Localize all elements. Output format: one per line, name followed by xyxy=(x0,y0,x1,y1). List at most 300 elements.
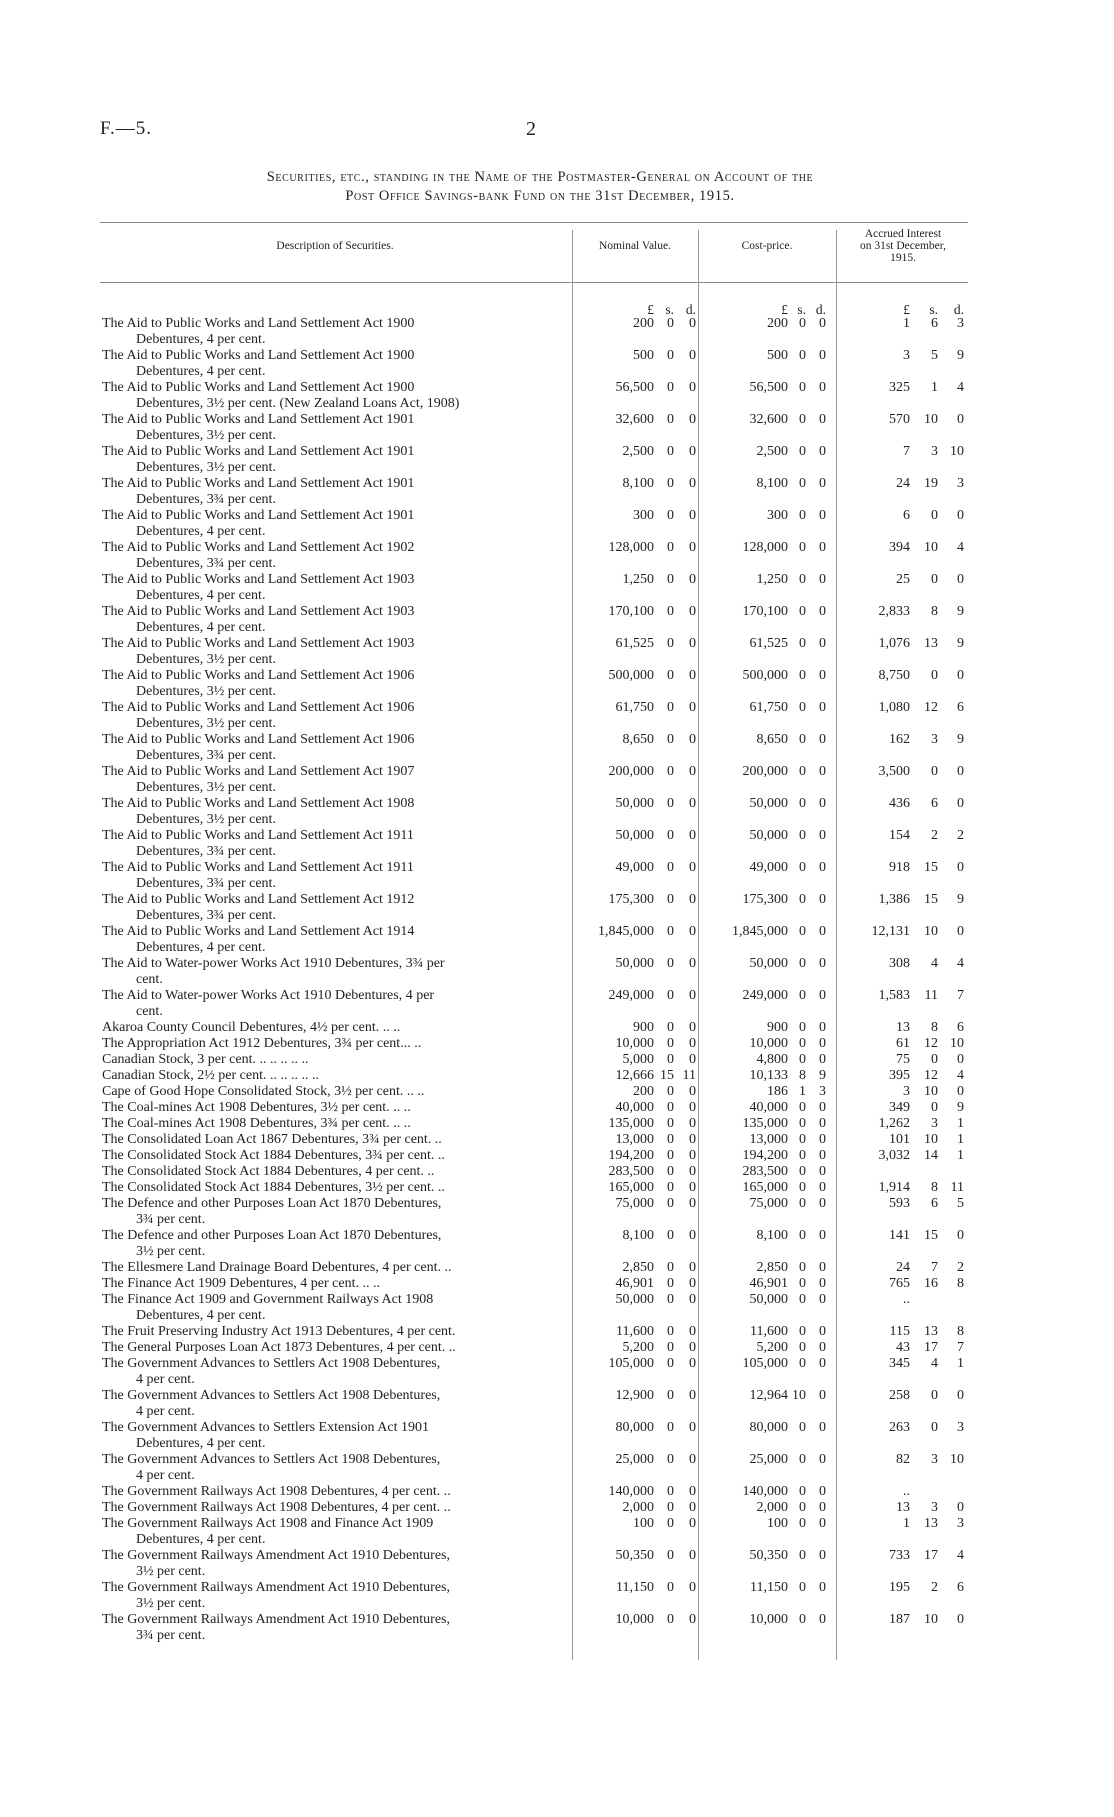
description-line-1: The Aid to Public Works and Land Settlement Act 1901 xyxy=(102,508,415,523)
nominal-shillings: 15 xyxy=(660,1068,674,1083)
interest-pounds: 24 xyxy=(896,1260,910,1275)
interest-shillings: 6 xyxy=(931,796,938,811)
cost-pounds: 1,250 xyxy=(756,572,788,587)
cost-pounds: 10,133 xyxy=(749,1068,788,1083)
cost-pence: 0 xyxy=(819,1484,826,1499)
interest-pounds: 24 xyxy=(896,476,910,491)
nominal-pence: 0 xyxy=(689,860,696,875)
interest-shillings: 3 xyxy=(931,444,938,459)
interest-pence: 6 xyxy=(957,1580,964,1595)
interest-pounds: .. xyxy=(903,1484,910,1499)
cost-shillings: 0 xyxy=(799,636,806,651)
interest-pence: 9 xyxy=(957,892,964,907)
header-rule xyxy=(100,282,968,283)
interest-shillings: 3 xyxy=(931,1500,938,1515)
nominal-shillings: 0 xyxy=(667,412,674,427)
cost-pence: 0 xyxy=(819,1036,826,1051)
cost-pence: 0 xyxy=(819,476,826,491)
interest-pounds: 1,583 xyxy=(878,988,910,1003)
unit-shilling: s. xyxy=(929,302,938,317)
cost-pence: 0 xyxy=(819,604,826,619)
interest-pounds: 187 xyxy=(889,1612,910,1627)
cost-pence: 0 xyxy=(819,508,826,523)
interest-shillings: 13 xyxy=(924,1324,938,1339)
description-line-2: 4 per cent. xyxy=(136,1404,195,1419)
table-row xyxy=(0,1580,1114,1612)
page-number: 2 xyxy=(526,118,536,140)
nominal-pence: 0 xyxy=(689,892,696,907)
cost-shillings: 0 xyxy=(799,1580,806,1595)
interest-pounds: 141 xyxy=(889,1228,910,1243)
nominal-pence: 0 xyxy=(689,1100,696,1115)
table-row xyxy=(0,1276,1114,1292)
table-row xyxy=(0,412,1114,444)
nominal-pounds: 165,000 xyxy=(608,1180,654,1195)
description-line-1: The Consolidated Stock Act 1884 Debentures, 3¾ per cent. .. xyxy=(102,1148,445,1163)
security-description xyxy=(102,1132,570,1148)
cost-pence: 0 xyxy=(819,1452,826,1467)
cost-shillings: 0 xyxy=(799,924,806,939)
interest-pence: 4 xyxy=(957,380,964,395)
nominal-pence: 11 xyxy=(682,1068,696,1083)
cost-shillings: 0 xyxy=(799,444,806,459)
interest-pounds: 3,500 xyxy=(878,764,910,779)
security-description xyxy=(102,508,570,540)
description-line-1: The Government Advances to Settlers Act 1908 Debentures, xyxy=(102,1356,441,1371)
interest-shillings: 3 xyxy=(931,732,938,747)
security-description xyxy=(102,1276,570,1292)
nominal-pounds: 170,100 xyxy=(608,604,654,619)
interest-pounds: 436 xyxy=(889,796,910,811)
table-row xyxy=(0,380,1114,412)
description-line-1: The Aid to Public Works and Land Settlement Act 1911 xyxy=(102,860,414,875)
nominal-pence: 0 xyxy=(689,1164,696,1179)
table-row xyxy=(0,1324,1114,1340)
cost-shillings: 0 xyxy=(799,1116,806,1131)
description-line-1: The Consolidated Loan Act 1867 Debentures, 3¾ per cent. .. xyxy=(102,1132,442,1147)
nominal-shillings: 0 xyxy=(667,1356,674,1371)
interest-shillings: 12 xyxy=(924,1036,938,1051)
table-row xyxy=(0,1052,1114,1068)
description-line-2: Debentures, 3¾ per cent. xyxy=(136,908,276,923)
security-description xyxy=(102,796,570,828)
nominal-pence: 0 xyxy=(689,1036,696,1051)
cost-shillings: 0 xyxy=(799,1548,806,1563)
security-description xyxy=(102,700,570,732)
nominal-pence: 0 xyxy=(689,412,696,427)
description-line-1: The Government Railways Act 1908 Debentures, 4 per cent. .. xyxy=(102,1484,451,1499)
description-line-1: The Fruit Preserving Industry Act 1913 Debentures, 4 per cent. xyxy=(102,1324,456,1339)
interest-shillings: 2 xyxy=(931,1580,938,1595)
nominal-pence: 0 xyxy=(689,764,696,779)
cost-pence: 0 xyxy=(819,1420,826,1435)
nominal-pounds: 11,150 xyxy=(616,1580,654,1595)
nominal-pence: 0 xyxy=(689,1276,696,1291)
nominal-pounds: 10,000 xyxy=(615,1036,654,1051)
interest-shillings: 0 xyxy=(931,572,938,587)
interest-pounds: 13 xyxy=(896,1500,910,1515)
nominal-pounds: 100 xyxy=(633,1516,654,1531)
nominal-pounds: 128,000 xyxy=(608,540,654,555)
page-title xyxy=(100,168,980,206)
security-description xyxy=(102,1196,570,1228)
nominal-pounds: 300 xyxy=(633,508,654,523)
nominal-shillings: 0 xyxy=(667,956,674,971)
cost-shillings: 1 xyxy=(799,1084,806,1099)
nominal-pence: 0 xyxy=(689,540,696,555)
security-description xyxy=(102,1452,570,1484)
nominal-shillings: 0 xyxy=(667,924,674,939)
description-line-1: The Aid to Public Works and Land Settlement Act 1908 xyxy=(102,796,415,811)
interest-shillings: 0 xyxy=(931,1100,938,1115)
interest-pence: 9 xyxy=(957,604,964,619)
nominal-shillings: 0 xyxy=(667,636,674,651)
security-description xyxy=(102,1164,570,1180)
nominal-pence: 0 xyxy=(689,444,696,459)
cost-shillings: 0 xyxy=(799,412,806,427)
nominal-pence: 0 xyxy=(689,796,696,811)
description-line-2: Debentures, 4 per cent. xyxy=(136,1308,266,1323)
description-line-1: The Aid to Public Works and Land Settlement Act 1911 xyxy=(102,828,414,843)
security-description xyxy=(102,604,570,636)
interest-shillings: 12 xyxy=(924,700,938,715)
cost-shillings: 0 xyxy=(799,1036,806,1051)
interest-pounds: 8,750 xyxy=(878,668,910,683)
cost-pounds: 105,000 xyxy=(742,1356,788,1371)
interest-pence: 7 xyxy=(957,1340,964,1355)
table-row xyxy=(0,956,1114,988)
nominal-shillings: 0 xyxy=(667,316,674,331)
nominal-shillings: 0 xyxy=(667,348,674,363)
unit-pound: £ xyxy=(781,302,788,317)
cost-shillings: 0 xyxy=(799,1100,806,1115)
description-line-2: Debentures, 3½ per cent. xyxy=(136,652,276,667)
cost-shillings: 0 xyxy=(799,1612,806,1627)
units-row xyxy=(0,302,1114,316)
nominal-pounds: 50,000 xyxy=(615,796,654,811)
cost-pence: 0 xyxy=(819,1164,826,1179)
security-description xyxy=(102,1516,570,1548)
cost-pounds: 11,150 xyxy=(750,1580,788,1595)
cost-pounds: 2,850 xyxy=(756,1260,788,1275)
interest-shillings: 13 xyxy=(924,1516,938,1531)
cost-pence: 0 xyxy=(819,636,826,651)
security-description xyxy=(102,1052,570,1068)
interest-pounds: 3,032 xyxy=(878,1148,910,1163)
nominal-pence: 0 xyxy=(689,316,696,331)
cost-shillings: 0 xyxy=(799,1516,806,1531)
nominal-shillings: 0 xyxy=(667,1580,674,1595)
cost-shillings: 0 xyxy=(799,956,806,971)
cost-pounds: 32,600 xyxy=(749,412,788,427)
interest-pounds: 3 xyxy=(903,1084,910,1099)
nominal-pence: 0 xyxy=(689,508,696,523)
cost-pence: 0 xyxy=(819,1260,826,1275)
nominal-pounds: 5,200 xyxy=(622,1340,654,1355)
security-description xyxy=(102,1500,570,1516)
nominal-shillings: 0 xyxy=(667,1132,674,1147)
cost-shillings: 0 xyxy=(799,508,806,523)
nominal-pounds: 32,600 xyxy=(615,412,654,427)
cost-shillings: 0 xyxy=(799,668,806,683)
cost-pounds: 25,000 xyxy=(749,1452,788,1467)
interest-shillings: 17 xyxy=(924,1548,938,1563)
cost-pounds: 500,000 xyxy=(742,668,788,683)
description-line-1: Cape of Good Hope Consolidated Stock, 3½ per cent. .. .. xyxy=(102,1084,425,1099)
interest-pounds: 765 xyxy=(889,1276,910,1291)
description-line-1: The Aid to Water-power Works Act 1910 Debentures, 4 per xyxy=(102,988,435,1003)
interest-pence: 9 xyxy=(957,636,964,651)
table-row xyxy=(0,1516,1114,1548)
interest-pence: 3 xyxy=(957,476,964,491)
cost-pence: 0 xyxy=(819,860,826,875)
nominal-pence: 0 xyxy=(689,1324,696,1339)
cost-shillings: 0 xyxy=(799,1292,806,1307)
description-line-2: Debentures, 4 per cent. xyxy=(136,332,266,347)
cost-pounds: 61,750 xyxy=(749,700,788,715)
nominal-shillings: 0 xyxy=(667,476,674,491)
security-description xyxy=(102,764,570,796)
interest-shillings: 10 xyxy=(924,1084,938,1099)
cost-shillings: 0 xyxy=(799,1148,806,1163)
cost-pence: 0 xyxy=(819,540,826,555)
description-line-1: The Appropriation Act 1912 Debentures, 3¾ per cent... .. xyxy=(102,1036,422,1051)
cost-pounds: 135,000 xyxy=(742,1116,788,1131)
cost-shillings: 0 xyxy=(799,348,806,363)
cost-shillings: 0 xyxy=(799,316,806,331)
cost-pence: 0 xyxy=(819,316,826,331)
nominal-pounds: 25,000 xyxy=(615,1452,654,1467)
table-row xyxy=(0,1132,1114,1148)
cost-pounds: 40,000 xyxy=(749,1100,788,1115)
cost-pence: 0 xyxy=(819,1196,826,1211)
nominal-shillings: 0 xyxy=(667,1500,674,1515)
interest-shillings: 0 xyxy=(931,1420,938,1435)
interest-shillings: 10 xyxy=(924,412,938,427)
description-line-2: 3½ per cent. xyxy=(136,1596,206,1611)
cost-pounds: 128,000 xyxy=(742,540,788,555)
nominal-pounds: 40,000 xyxy=(615,1100,654,1115)
unit-pound: £ xyxy=(647,302,654,317)
unit-pound: £ xyxy=(903,302,910,317)
security-description xyxy=(102,1292,570,1324)
description-line-1: The Government Railways Amendment Act 1910 Debentures, xyxy=(102,1580,450,1595)
cost-pence: 0 xyxy=(819,668,826,683)
nominal-shillings: 0 xyxy=(667,508,674,523)
interest-pence: 10 xyxy=(950,444,964,459)
description-line-1: The Defence and other Purposes Loan Act 1870 Debentures, xyxy=(102,1196,442,1211)
table-row xyxy=(0,1292,1114,1324)
interest-pounds: 263 xyxy=(889,1420,910,1435)
description-line-1: Akaroa County Council Debentures, 4½ per cent. .. .. xyxy=(102,1020,401,1035)
cost-pounds: 2,500 xyxy=(756,444,788,459)
interest-shillings: 7 xyxy=(931,1260,938,1275)
cost-pence: 0 xyxy=(819,1052,826,1067)
security-description xyxy=(102,1084,570,1100)
interest-pounds: 75 xyxy=(896,1052,910,1067)
table-row xyxy=(0,444,1114,476)
description-line-1: The Government Advances to Settlers Act 1908 Debentures, xyxy=(102,1388,441,1403)
cost-shillings: 0 xyxy=(799,1500,806,1515)
interest-pence: 0 xyxy=(957,1388,964,1403)
nominal-pounds: 61,525 xyxy=(615,636,654,651)
nominal-shillings: 0 xyxy=(667,1052,674,1067)
description-line-2: Debentures, 3¾ per cent. xyxy=(136,876,276,891)
interest-shillings: 6 xyxy=(931,316,938,331)
nominal-shillings: 0 xyxy=(667,1164,674,1179)
security-description xyxy=(102,1324,570,1340)
description-line-2: Debentures, 3¾ per cent. xyxy=(136,492,276,507)
interest-pence: 0 xyxy=(957,412,964,427)
nominal-pounds: 8,650 xyxy=(622,732,654,747)
security-description xyxy=(102,540,570,572)
nominal-pounds: 13,000 xyxy=(615,1132,654,1147)
nominal-pounds: 194,200 xyxy=(608,1148,654,1163)
nominal-pounds: 61,750 xyxy=(615,700,654,715)
table-row xyxy=(0,476,1114,508)
nominal-pence: 0 xyxy=(689,1228,696,1243)
cost-pounds: 200 xyxy=(767,316,788,331)
nominal-shillings: 0 xyxy=(667,1228,674,1243)
interest-shillings: 10 xyxy=(924,1132,938,1147)
cost-pence: 0 xyxy=(819,1324,826,1339)
description-line-1: The Aid to Public Works and Land Settlement Act 1902 xyxy=(102,540,415,555)
nominal-shillings: 0 xyxy=(667,764,674,779)
security-description xyxy=(102,1340,570,1356)
interest-pounds: 13 xyxy=(896,1020,910,1035)
table-row xyxy=(0,1148,1114,1164)
table-row xyxy=(0,1084,1114,1100)
nominal-shillings: 0 xyxy=(667,1452,674,1467)
security-description xyxy=(102,1228,570,1260)
table-row xyxy=(0,668,1114,700)
interest-pence: 3 xyxy=(957,1516,964,1531)
cost-pounds: 170,100 xyxy=(742,604,788,619)
security-description xyxy=(102,380,570,412)
description-line-1: The Aid to Public Works and Land Settlement Act 1914 xyxy=(102,924,415,939)
cost-shillings: 0 xyxy=(799,700,806,715)
column-header-nominal: Nominal Value. xyxy=(599,240,671,252)
cost-pounds: 249,000 xyxy=(742,988,788,1003)
interest-pounds: 733 xyxy=(889,1548,910,1563)
interest-shillings: 13 xyxy=(924,636,938,651)
cost-pounds: 13,000 xyxy=(749,1132,788,1147)
cost-pence: 0 xyxy=(819,892,826,907)
interest-pounds: 308 xyxy=(889,956,910,971)
description-line-1: The Aid to Public Works and Land Settlement Act 1901 xyxy=(102,412,415,427)
interest-pence: 0 xyxy=(957,796,964,811)
interest-pence: 3 xyxy=(957,316,964,331)
cost-pence: 0 xyxy=(819,1548,826,1563)
interest-pounds: 349 xyxy=(889,1100,910,1115)
cost-pence: 0 xyxy=(819,1516,826,1531)
interest-pounds: 394 xyxy=(889,540,910,555)
nominal-shillings: 0 xyxy=(667,1324,674,1339)
cost-shillings: 0 xyxy=(799,1340,806,1355)
cost-pounds: 10,000 xyxy=(749,1612,788,1627)
description-line-1: The Aid to Public Works and Land Settlement Act 1906 xyxy=(102,732,415,747)
nominal-pounds: 900 xyxy=(633,1020,654,1035)
interest-pounds: 3 xyxy=(903,348,910,363)
description-line-2: Debentures, 4 per cent. xyxy=(136,940,266,955)
title-line-1: Securities, etc., standing in the Name of the Postmaster-General on Account of the xyxy=(266,169,814,185)
table-row xyxy=(0,540,1114,572)
interest-pounds: 162 xyxy=(889,732,910,747)
nominal-pounds: 12,666 xyxy=(615,1068,654,1083)
description-line-1: The Aid to Public Works and Land Settlement Act 1900 xyxy=(102,380,415,395)
nominal-shillings: 0 xyxy=(667,892,674,907)
cost-shillings: 0 xyxy=(799,476,806,491)
nominal-pence: 0 xyxy=(689,1260,696,1275)
description-line-1: The Ellesmere Land Drainage Board Debentures, 4 per cent. .. xyxy=(102,1260,452,1275)
cost-pence: 0 xyxy=(819,1356,826,1371)
cost-pence: 0 xyxy=(819,572,826,587)
description-line-1: The Consolidated Stock Act 1884 Debentures, 4 per cent. .. xyxy=(102,1164,435,1179)
table-row xyxy=(0,1100,1114,1116)
interest-pence: 4 xyxy=(957,1548,964,1563)
cost-pounds: 900 xyxy=(767,1020,788,1035)
interest-pounds: 115 xyxy=(889,1324,910,1339)
description-line-2: Debentures, 4 per cent. xyxy=(136,588,266,603)
nominal-pence: 0 xyxy=(689,1052,696,1067)
nominal-pence: 0 xyxy=(689,828,696,843)
cost-shillings: 0 xyxy=(799,1324,806,1339)
cost-pounds: 8,650 xyxy=(756,732,788,747)
nominal-pounds: 200 xyxy=(633,1084,654,1099)
security-description xyxy=(102,636,570,668)
table-row xyxy=(0,1612,1114,1644)
description-line-1: The Finance Act 1909 and Government Railways Act 1908 xyxy=(102,1292,434,1307)
interest-shillings: 4 xyxy=(931,1356,938,1371)
description-line-1: The Government Advances to Settlers Extension Act 1901 xyxy=(102,1420,429,1435)
description-line-2: 3¾ per cent. xyxy=(136,1628,206,1643)
nominal-pence: 0 xyxy=(689,700,696,715)
cost-pounds: 283,500 xyxy=(742,1164,788,1179)
cost-pounds: 50,000 xyxy=(749,956,788,971)
interest-shillings: 8 xyxy=(931,1180,938,1195)
cost-shillings: 0 xyxy=(799,572,806,587)
nominal-shillings: 0 xyxy=(667,1084,674,1099)
security-description xyxy=(102,956,570,988)
cost-pounds: 8,100 xyxy=(756,1228,788,1243)
security-description xyxy=(102,1100,570,1116)
nominal-pounds: 75,000 xyxy=(615,1196,654,1211)
description-line-2: Debentures, 3¾ per cent. xyxy=(136,748,276,763)
nominal-shillings: 0 xyxy=(667,732,674,747)
interest-pounds: 61 xyxy=(896,1036,910,1051)
top-rule xyxy=(100,222,968,223)
cost-shillings: 0 xyxy=(799,1052,806,1067)
description-line-2: 3½ per cent. xyxy=(136,1244,206,1259)
cost-pence: 0 xyxy=(819,1276,826,1291)
description-line-2: Debentures, 3¾ per cent. xyxy=(136,844,276,859)
interest-pence: 0 xyxy=(957,1500,964,1515)
cost-shillings: 0 xyxy=(799,1260,806,1275)
nominal-pence: 0 xyxy=(689,1084,696,1099)
interest-pence: 0 xyxy=(957,508,964,523)
table-row xyxy=(0,1116,1114,1132)
nominal-pounds: 12,900 xyxy=(615,1388,654,1403)
nominal-pounds: 46,901 xyxy=(615,1276,654,1291)
security-description xyxy=(102,572,570,604)
interest-pounds: 325 xyxy=(889,380,910,395)
nominal-pence: 0 xyxy=(689,380,696,395)
table-row xyxy=(0,508,1114,540)
table-row xyxy=(0,316,1114,348)
interest-shillings: 0 xyxy=(931,1052,938,1067)
cost-pence: 0 xyxy=(819,1100,826,1115)
table-row xyxy=(0,1036,1114,1052)
